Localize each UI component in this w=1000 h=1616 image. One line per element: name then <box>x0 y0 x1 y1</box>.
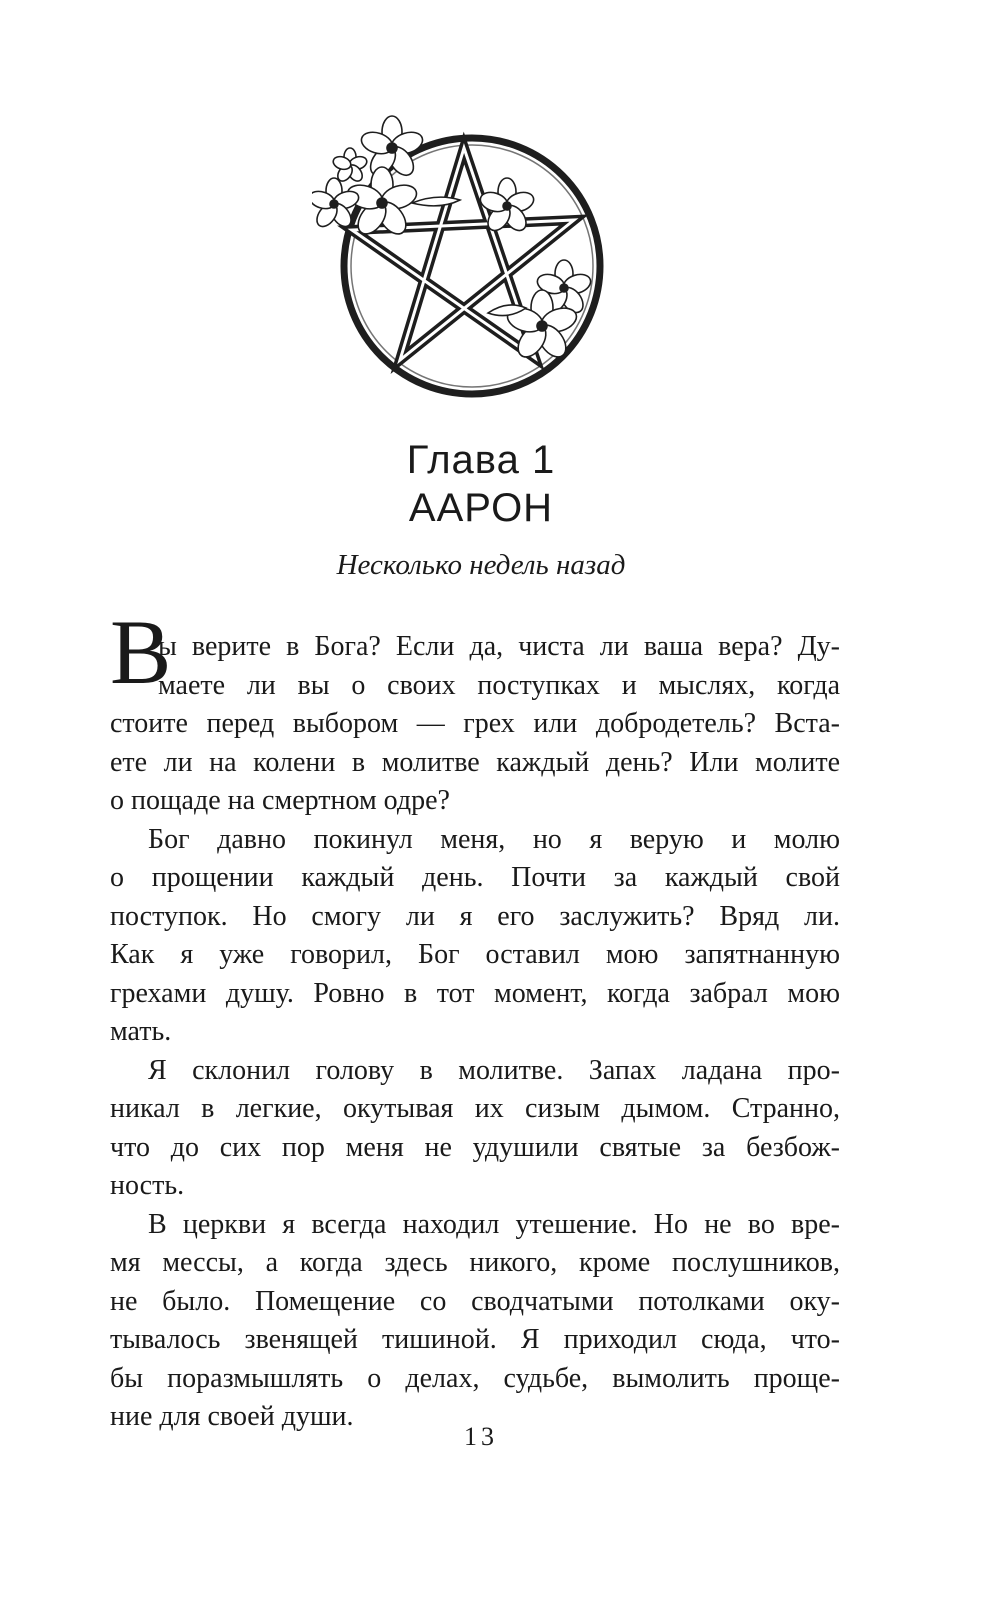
text-line: ете ли на колени в молитве каждый день? Или молите <box>110 746 840 778</box>
text-line: ы верите в Бога? Если да, чиста ли ваша вера? Ду- <box>158 631 840 662</box>
text-line: стоите перед выбором — грех или добродетель? Вста- <box>110 708 840 739</box>
text-line: ность. <box>110 1170 185 1201</box>
chapter-name: ААРОН <box>408 486 554 530</box>
text-line: никал в легкие, окутывая их сизым дымом. Странно, <box>110 1093 840 1124</box>
text-line: Бог давно покинул меня, но я верую и молю <box>148 823 840 855</box>
chapter-subtitle: Несколько недель назад <box>336 549 626 581</box>
text-line: грехами душу. Ровно в тот момент, когда забрал мою <box>110 977 840 1009</box>
text-line: поступок. Но смогу ли я его заслужить? Вряд ли. <box>110 900 840 932</box>
chapter-title: Глава 1 <box>406 438 556 482</box>
text-line: Я склонил голову в молитве. Запах ладана про- <box>148 1054 840 1086</box>
body-text <box>110 628 840 1437</box>
page-number: 13 <box>464 1422 498 1451</box>
text-line: В церкви я всегда находил утешение. Но не во вре- <box>148 1208 840 1240</box>
text-line: мя мессы, а когда здесь никого, кроме послушников, <box>110 1247 840 1278</box>
drop-cap: В <box>110 601 172 703</box>
text-line: ние для своей души. <box>110 1401 354 1432</box>
text-line: бы поразмышлять о делах, судьбе, вымолить проще- <box>110 1362 840 1394</box>
pentagram-with-flowers-icon <box>312 108 632 408</box>
text-line: не было. Помещение со сводчатыми потолками оку- <box>110 1285 840 1317</box>
text-line: тывалось звенящей тишиной. Я приходил сюда, что- <box>110 1324 840 1355</box>
text-line: маете ли вы о своих поступках и мыслях, когда <box>158 669 840 701</box>
text-line: о прощении каждый день. Почти за каждый свой <box>110 862 840 893</box>
text-line: мать. <box>110 1016 172 1047</box>
text-line: о пощаде на смертном одре? <box>110 785 450 816</box>
text-line: Как я уже говорил, Бог оставил мою запятнанную <box>110 939 840 970</box>
text-line: что до сих пор меня не удушили святые за безбож- <box>110 1131 840 1163</box>
